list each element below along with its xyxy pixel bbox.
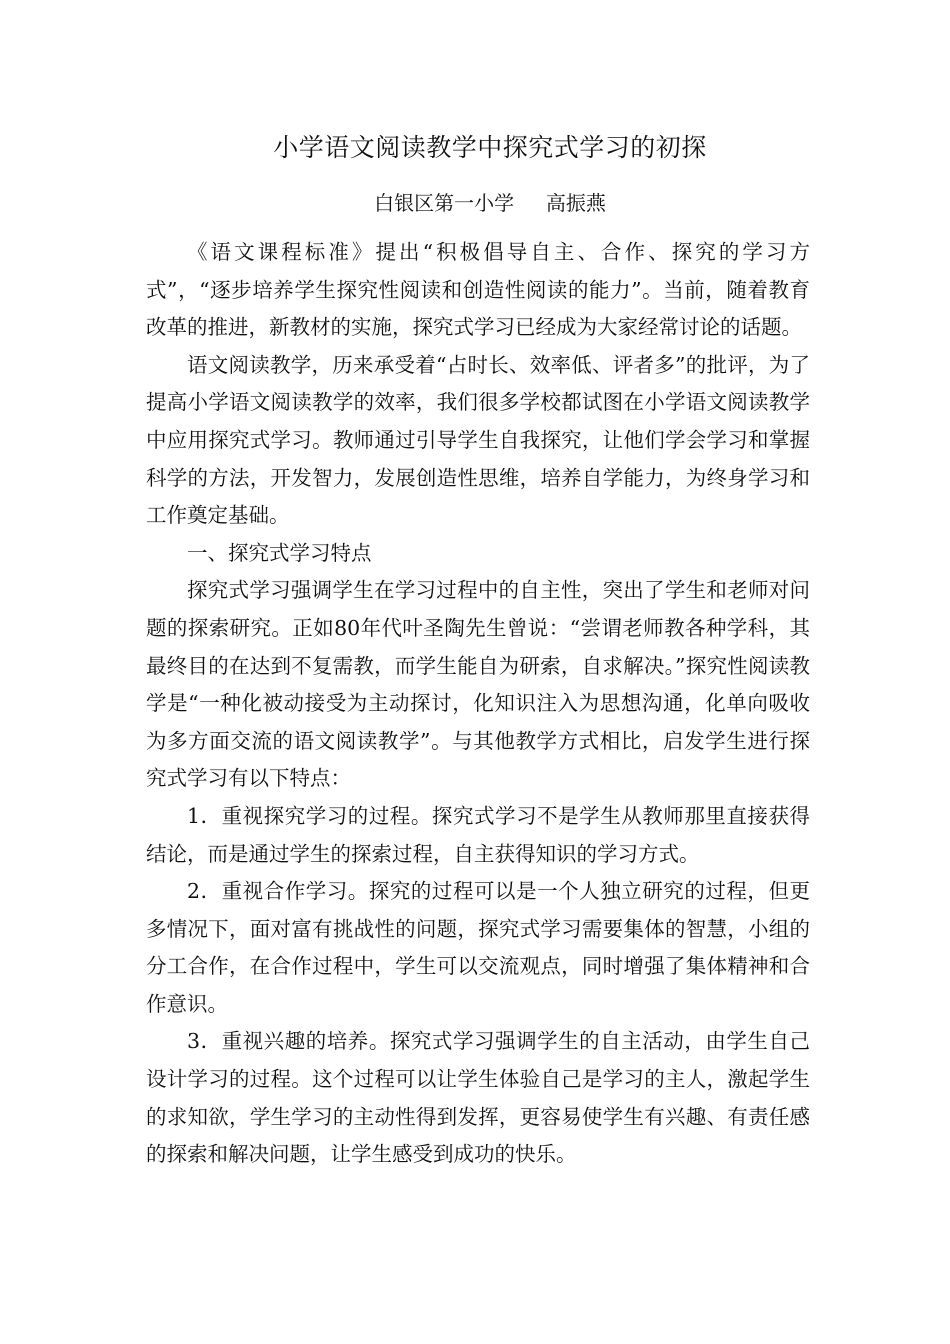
paragraph-features-intro: 探究式学习强调学生在学习过程中的自主性，突出了学生和老师对问题的探索研究。正如80年代叶圣陶先生曾说：“尝谓老师教各种学科，其最终目的在达到不复需教，而学生能自为研索，自求解决。”探究性阅读教学是“一种化被动接受为主动探讨，化知识注入为思想沟通，化单向吸收为多方面交流的语文阅读教学”。与其他教学方式相比，启发学生进行探究式学习有以下特点： [146, 578, 810, 791]
paragraph-background: 语文阅读教学，历来承受着“占时长、效率低、评者多”的批评，为了提高小学语文阅读教学的效率，我们很多学校都试图在小学语文阅读教学中应用探究式学习。教师通过引导学生自我探究，让他们学会学习和掌握科学的方法，开发智力，发展创造性思维，培养自学能力，为终身学习和工作奠定基础。 [146, 352, 810, 528]
paragraph-feature-2: 2．重视合作学习。探究的过程可以是一个人独立研究的过程，但更多情况下，面对富有挑战性的问题，探究式学习需要集体的智慧，小组的分工合作，在合作过程中，学生可以交流观点，同时增强了集体精神和合作意识。 [146, 879, 810, 1016]
paragraph-feature-1: 1．重视探究学习的过程。探究式学习不是学生从教师那里直接获得结论，而是通过学生的探索过程，自主获得知识的学习方式。 [146, 803, 810, 866]
author-line: 白银区第一小学 高振燕 [374, 191, 606, 215]
paragraph-feature-3: 3．重视兴趣的培养。探究式学习强调学生的自主活动，由学生自己设计学习的过程。这个过程可以让学生体验自己是学习的主人，激起学生的求知欲，学生学习的主动性得到发挥，更容易使学生有兴趣、有责任感的探索和解决问题，让学生感受到成功的快乐。 [146, 1029, 810, 1167]
document-title: 小学语文阅读教学中探究式学习的初探 [273, 133, 707, 162]
section-heading-1: 一、探究式学习特点 [187, 540, 372, 565]
paragraph-intro: 《语文课程标准》提出“积极倡导自主、合作、探究的学习方式”，“逐步培养学生探究性阅读和创造性阅读的能力”。当前，随着教育改革的推进，新教材的实施，探究式学习已经成为大家经常讨论的话题。 [146, 240, 810, 340]
document-page [146, 128, 810, 1174]
